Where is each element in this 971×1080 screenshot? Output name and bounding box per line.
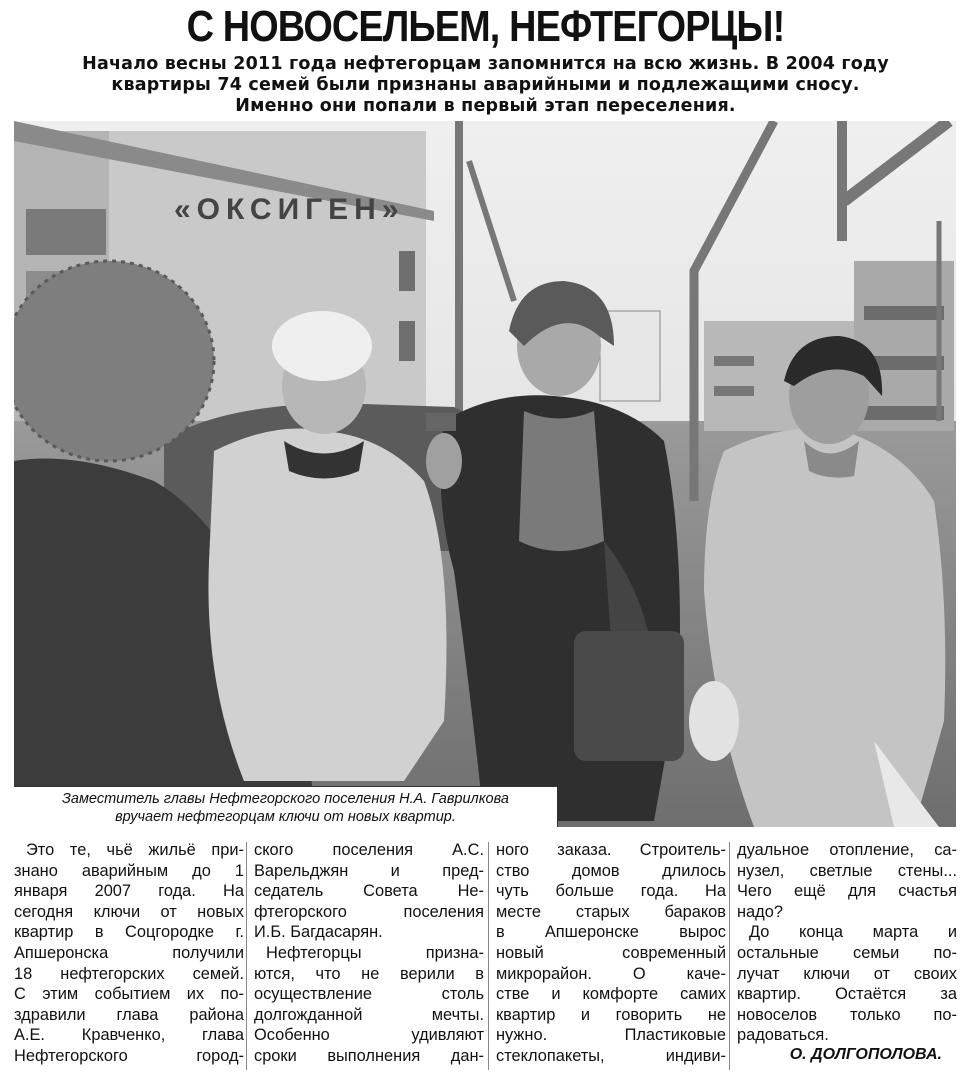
column-line: в Апшеронске вырос (496, 923, 726, 942)
column-line: квартир и говорить не (496, 1005, 726, 1024)
column-line: седатель Совета Не- (254, 882, 484, 901)
column-line: нужно. Пластиковые (496, 1026, 726, 1045)
column-line: С этим событием их по- (14, 985, 244, 1004)
column-line: микрорайон. О каче- (496, 964, 726, 983)
column-line: чуть больше года. На (496, 882, 726, 901)
column-line: здравили глава района (14, 1005, 244, 1024)
column-line: фтегорского поселения (254, 902, 484, 921)
dog (689, 681, 739, 761)
headline: С НОВОСЕЛЬЕМ, НЕФТЕГОРЦЫ! (186, 2, 785, 51)
column-line: сегодня ключи от новых (14, 902, 244, 921)
column-line: новоселов только по- (737, 1005, 957, 1024)
column-line: знано аварийным до 1 (14, 861, 244, 880)
photo-caption (14, 786, 558, 827)
news-photo (14, 121, 956, 827)
column-line: сроки выполнения дан- (254, 1046, 484, 1065)
column-line: квартир. Остаётся за (737, 985, 957, 1004)
caption-line: Заместитель главы Нефтегорского поселения Н.А. Гаврилкова (62, 791, 509, 807)
column-line: А.Е. Кравченко, глава (14, 1026, 244, 1045)
column-line: Варельджян и пред- (254, 861, 484, 880)
text-column-2 (254, 840, 484, 1067)
text-column-3 (496, 840, 726, 1067)
column-line: дуальное отопление, са- (737, 841, 957, 859)
column-line: лучат ключи от своих (737, 964, 957, 983)
column-line: Это те, чьё жильё при- (26, 841, 244, 859)
column-divider (729, 842, 730, 1070)
column-line: надо? (737, 902, 783, 921)
column-line: ство домов длилось (496, 861, 726, 880)
building-sign: «ОКСИГЕН» (174, 193, 405, 226)
column-line: Чего ещё для счастья (737, 882, 957, 901)
column-line: месте старых бараков (496, 902, 726, 921)
column-line: стве и комфорте самих (496, 985, 726, 1004)
column-line: ного заказа. Строитель- (496, 841, 726, 859)
column-line: ского поселения А.С. (254, 841, 484, 859)
column-divider (246, 842, 247, 1070)
column-line: остальные семьи по- (737, 943, 957, 962)
column-line: квартир в Соцгородке г. (14, 923, 244, 942)
text-column-1 (14, 840, 244, 1067)
column-line: стеклопакеты, индиви- (496, 1046, 726, 1065)
lead-paragraph (40, 54, 931, 117)
column-line: нузел, светлые стены... (737, 861, 957, 880)
column-line: радоваться. (737, 1026, 829, 1045)
lead-line: Начало весны 2011 года нефтегорцам запомнится на всю жизнь. В 2004 году (82, 54, 889, 74)
column-line: ются, что не верили в (254, 964, 484, 983)
column-line: новый современный (496, 943, 726, 962)
lead-line: квартиры 74 семей были признаны аварийными и подлежащими сносу. (111, 75, 860, 95)
author-byline: О. ДОЛГОПОЛОВА. (789, 1046, 942, 1063)
column-line: долгожданной мечты. (254, 1005, 484, 1024)
column-line: 18 нефтегорских семей. (14, 964, 244, 983)
column-line: До конца марта и (749, 923, 957, 942)
column-line: Нефтегорцы призна- (266, 943, 484, 962)
text-column-4 (737, 840, 957, 1046)
lead-line: Именно они попали в первый этап переселения. (235, 96, 736, 116)
column-line: января 2007 года. На (14, 882, 244, 901)
column-line: Нефтегорского город- (14, 1046, 244, 1065)
column-divider (488, 842, 489, 1070)
column-line: Особенно удивляют (254, 1026, 484, 1045)
column-line: И.Б. Багдасарян. (254, 923, 383, 942)
column-line: Апшеронска получили (14, 943, 244, 962)
caption-line: вручает нефтегорцам ключи от новых квартир. (115, 809, 456, 825)
column-line: осуществление столь (254, 985, 484, 1004)
